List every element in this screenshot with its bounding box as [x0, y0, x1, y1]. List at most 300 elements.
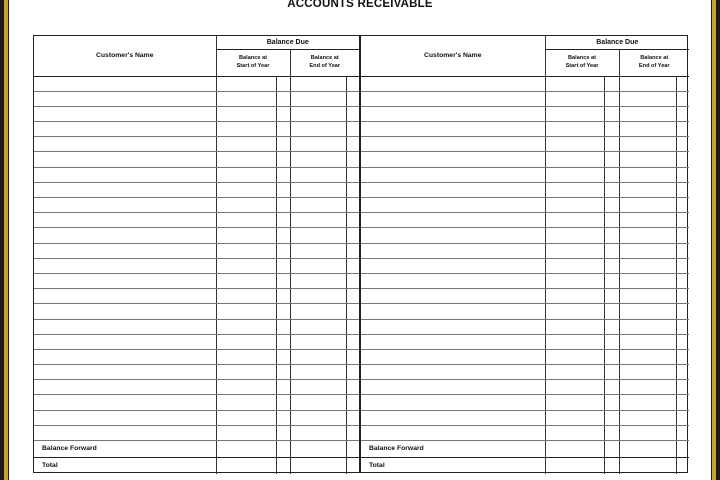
table-row: [34, 273, 359, 288]
balance-end-cell[interactable]: [290, 76, 346, 91]
balance-start-cell[interactable]: [545, 349, 604, 364]
balance-start-cents-cell[interactable]: [604, 395, 619, 410]
ledger-sheet: [9, 0, 711, 480]
balance-end-cents-cell[interactable]: [676, 395, 689, 410]
balance-end-cents-cell[interactable]: [346, 365, 359, 380]
balance-start-cents-cell[interactable]: [276, 289, 290, 304]
balance-end-cell[interactable]: [290, 425, 346, 440]
balance-start-cell[interactable]: [216, 137, 276, 152]
balance-end-cell[interactable]: [290, 167, 346, 182]
balance-end-cents-cell[interactable]: [676, 213, 689, 228]
total-start-cell[interactable]: [545, 457, 604, 474]
balance-end-cents-cell[interactable]: [676, 349, 689, 364]
customer-name-cell[interactable]: [361, 122, 545, 137]
customer-name-cell[interactable]: [34, 349, 216, 364]
customer-name-cell[interactable]: [361, 76, 545, 91]
header-balance-start-of-year: Balance at Start of Year: [545, 49, 619, 76]
balance-end-cents-cell[interactable]: [676, 182, 689, 197]
balance-start-cell[interactable]: [216, 228, 276, 243]
balance-end-cents-cell[interactable]: [346, 395, 359, 410]
balance-start-cents-cell[interactable]: [276, 152, 290, 167]
balance-end-cents-cell[interactable]: [346, 243, 359, 258]
table-row: [361, 76, 689, 91]
balance-end-cell[interactable]: [290, 243, 346, 258]
balance-end-cell[interactable]: [619, 137, 676, 152]
table-row: [34, 243, 359, 258]
balance-end-cell[interactable]: [290, 304, 346, 319]
balance-end-cents-cell[interactable]: [346, 319, 359, 334]
frame-border-right: [712, 0, 716, 480]
balance-forward-label: Balance Forward: [361, 441, 545, 458]
balance-end-cents-cell[interactable]: [676, 122, 689, 137]
balance-start-cents-cell[interactable]: [276, 198, 290, 213]
customer-name-cell[interactable]: [361, 137, 545, 152]
balance-start-cents-cell[interactable]: [604, 365, 619, 380]
balance-end-cell[interactable]: [619, 152, 676, 167]
balance-start-cell[interactable]: [216, 410, 276, 425]
balance-start-cents-cell[interactable]: [604, 304, 619, 319]
table-row: [361, 182, 689, 197]
balance-start-cents-cell[interactable]: [604, 122, 619, 137]
balance-start-cents-cell[interactable]: [604, 289, 619, 304]
balance-end-cents-cell[interactable]: [676, 198, 689, 213]
table-row: [361, 395, 689, 410]
balance-end-cents-cell[interactable]: [346, 76, 359, 91]
balance-start-cents-cell[interactable]: [276, 380, 290, 395]
table-row: [34, 425, 359, 440]
total-end-cell[interactable]: [619, 457, 676, 474]
table-row: [34, 137, 359, 152]
balance-start-cents-cell[interactable]: [276, 137, 290, 152]
customer-name-cell[interactable]: [361, 349, 545, 364]
balance-start-cell[interactable]: [216, 91, 276, 106]
balance-end-cents-cell[interactable]: [346, 349, 359, 364]
customer-name-cell[interactable]: [361, 258, 545, 273]
balance-start-cell[interactable]: [216, 76, 276, 91]
balance-start-cents-cell[interactable]: [604, 137, 619, 152]
balance-end-cell[interactable]: [290, 258, 346, 273]
balance-start-cell[interactable]: [545, 91, 604, 106]
balance-end-cell[interactable]: [619, 198, 676, 213]
balance-start-cell[interactable]: [545, 380, 604, 395]
balance-end-cell[interactable]: [619, 365, 676, 380]
total-row: [361, 457, 689, 474]
balance-end-cell[interactable]: [290, 152, 346, 167]
balance-start-cents-cell[interactable]: [276, 167, 290, 182]
balance-end-cents-cell[interactable]: [676, 243, 689, 258]
table-row: [361, 258, 689, 273]
customer-name-cell[interactable]: [34, 273, 216, 288]
table-row: [34, 91, 359, 106]
balance-end-cents-cell[interactable]: [346, 213, 359, 228]
table-row: [361, 425, 689, 440]
balance-start-cell[interactable]: [216, 273, 276, 288]
customer-name-cell[interactable]: [361, 228, 545, 243]
balance-start-cell[interactable]: [545, 289, 604, 304]
balance-end-cell[interactable]: [290, 198, 346, 213]
balance-forward-end-cents-cell[interactable]: [346, 441, 359, 458]
balance-start-cents-cell[interactable]: [276, 91, 290, 106]
customer-name-cell[interactable]: [361, 213, 545, 228]
balance-start-cents-cell[interactable]: [604, 228, 619, 243]
balance-start-cents-cell[interactable]: [276, 228, 290, 243]
balance-start-cents-cell[interactable]: [604, 182, 619, 197]
customer-name-cell[interactable]: [34, 106, 216, 121]
balance-end-cell[interactable]: [290, 380, 346, 395]
balance-end-cents-cell[interactable]: [676, 334, 689, 349]
balance-end-cents-cell[interactable]: [676, 425, 689, 440]
balance-end-cents-cell[interactable]: [346, 137, 359, 152]
header-balance-end-of-year: Balance at End of Year: [290, 49, 359, 76]
total-end-cents-cell[interactable]: [346, 457, 359, 474]
customer-name-cell[interactable]: [34, 425, 216, 440]
balance-end-cell[interactable]: [290, 365, 346, 380]
balance-start-cell[interactable]: [545, 228, 604, 243]
balance-end-cell[interactable]: [619, 228, 676, 243]
customer-name-cell[interactable]: [34, 228, 216, 243]
balance-end-cents-cell[interactable]: [346, 289, 359, 304]
balance-forward-start-cents-cell[interactable]: [604, 441, 619, 458]
balance-forward-start-cell[interactable]: [216, 441, 276, 458]
balance-start-cell[interactable]: [216, 106, 276, 121]
balance-end-cell[interactable]: [619, 106, 676, 121]
balance-start-cents-cell[interactable]: [276, 334, 290, 349]
balance-start-cents-cell[interactable]: [604, 152, 619, 167]
balance-start-cents-cell[interactable]: [276, 365, 290, 380]
balance-end-cell[interactable]: [619, 349, 676, 364]
table-row: [361, 410, 689, 425]
balance-start-cents-cell[interactable]: [276, 273, 290, 288]
table-row: [34, 334, 359, 349]
balance-start-cell[interactable]: [545, 213, 604, 228]
header-balance-due: Balance Due: [216, 36, 359, 49]
balance-start-cents-cell[interactable]: [604, 349, 619, 364]
table-row: [34, 304, 359, 319]
customer-name-cell[interactable]: [34, 243, 216, 258]
balance-start-cents-cell[interactable]: [604, 319, 619, 334]
customer-name-cell[interactable]: [361, 380, 545, 395]
balance-start-cents-cell[interactable]: [276, 304, 290, 319]
customer-name-cell[interactable]: [361, 395, 545, 410]
customer-name-cell[interactable]: [34, 213, 216, 228]
balance-end-cents-cell[interactable]: [346, 228, 359, 243]
balance-start-cents-cell[interactable]: [604, 243, 619, 258]
balance-end-cents-cell[interactable]: [676, 106, 689, 121]
balance-start-cell[interactable]: [545, 258, 604, 273]
page-title: ACCOUNTS RECEIVABLE: [287, 0, 433, 10]
balance-forward-end-cell[interactable]: [290, 441, 346, 458]
balance-start-cents-cell[interactable]: [276, 319, 290, 334]
balance-start-cents-cell[interactable]: [276, 106, 290, 121]
customer-name-cell[interactable]: [361, 243, 545, 258]
balance-forward-start-cell[interactable]: [545, 441, 604, 458]
customer-name-cell[interactable]: [34, 137, 216, 152]
balance-end-cents-cell[interactable]: [676, 304, 689, 319]
balance-start-cents-cell[interactable]: [276, 425, 290, 440]
balance-end-cell[interactable]: [290, 334, 346, 349]
balance-start-cell[interactable]: [216, 380, 276, 395]
table-row: [361, 304, 689, 319]
balance-start-cell[interactable]: [216, 319, 276, 334]
ledger-table: [33, 35, 688, 473]
balance-start-cell[interactable]: [545, 319, 604, 334]
balance-forward-end-cell[interactable]: [619, 441, 676, 458]
frame-border-left: [4, 0, 8, 480]
customer-name-cell[interactable]: [361, 365, 545, 380]
balance-start-cents-cell[interactable]: [276, 410, 290, 425]
customer-name-cell[interactable]: [34, 182, 216, 197]
customer-name-cell[interactable]: [34, 395, 216, 410]
customer-name-cell[interactable]: [361, 152, 545, 167]
balance-end-cell[interactable]: [290, 106, 346, 121]
customer-name-cell[interactable]: [361, 106, 545, 121]
balance-end-cents-cell[interactable]: [346, 380, 359, 395]
balance-start-cell[interactable]: [545, 395, 604, 410]
table-row: [34, 213, 359, 228]
balance-end-cents-cell[interactable]: [676, 258, 689, 273]
balance-start-cell[interactable]: [545, 152, 604, 167]
balance-end-cents-cell[interactable]: [346, 91, 359, 106]
balance-forward-end-cents-cell[interactable]: [676, 441, 689, 458]
balance-end-cents-cell[interactable]: [346, 425, 359, 440]
balance-start-cell[interactable]: [216, 395, 276, 410]
customer-name-cell[interactable]: [34, 334, 216, 349]
table-row: [361, 334, 689, 349]
balance-start-cents-cell[interactable]: [604, 258, 619, 273]
customer-name-cell[interactable]: [34, 122, 216, 137]
balance-end-cell[interactable]: [290, 228, 346, 243]
balance-end-cell[interactable]: [619, 319, 676, 334]
balance-start-cell[interactable]: [545, 365, 604, 380]
balance-end-cents-cell[interactable]: [346, 122, 359, 137]
balance-start-cents-cell[interactable]: [604, 334, 619, 349]
customer-name-cell[interactable]: [361, 198, 545, 213]
balance-start-cents-cell[interactable]: [276, 76, 290, 91]
customer-name-cell[interactable]: [34, 152, 216, 167]
customer-name-cell[interactable]: [34, 258, 216, 273]
customer-name-cell[interactable]: [361, 304, 545, 319]
customer-name-cell[interactable]: [34, 289, 216, 304]
total-end-cents-cell[interactable]: [676, 457, 689, 474]
customer-name-cell[interactable]: [34, 198, 216, 213]
balance-end-cell[interactable]: [619, 76, 676, 91]
balance-end-cents-cell[interactable]: [676, 152, 689, 167]
balance-end-cents-cell[interactable]: [676, 228, 689, 243]
balance-start-cell[interactable]: [216, 152, 276, 167]
balance-end-cents-cell[interactable]: [676, 289, 689, 304]
balance-start-cents-cell[interactable]: [276, 258, 290, 273]
balance-end-cell[interactable]: [619, 425, 676, 440]
total-start-cents-cell[interactable]: [604, 457, 619, 474]
balance-start-cents-cell[interactable]: [604, 410, 619, 425]
table-row: [361, 91, 689, 106]
balance-end-cents-cell[interactable]: [676, 137, 689, 152]
customer-name-cell[interactable]: [361, 167, 545, 182]
table-row: [361, 106, 689, 121]
balance-start-cents-cell[interactable]: [604, 425, 619, 440]
balance-start-cell[interactable]: [545, 137, 604, 152]
balance-start-cell[interactable]: [545, 182, 604, 197]
balance-start-cell[interactable]: [216, 425, 276, 440]
balance-start-cents-cell[interactable]: [604, 380, 619, 395]
balance-end-cell[interactable]: [290, 182, 346, 197]
balance-end-cell[interactable]: [290, 410, 346, 425]
balance-start-cell[interactable]: [545, 122, 604, 137]
balance-end-cell[interactable]: [290, 213, 346, 228]
balance-end-cell[interactable]: [290, 319, 346, 334]
header-customer-name: Customer's Name: [34, 36, 216, 76]
balance-start-cents-cell[interactable]: [604, 106, 619, 121]
table-row: [361, 319, 689, 334]
balance-end-cell[interactable]: [619, 289, 676, 304]
header-balance-due: Balance Due: [545, 36, 689, 49]
balance-end-cell[interactable]: [619, 273, 676, 288]
balance-start-cents-cell[interactable]: [276, 395, 290, 410]
customer-name-cell[interactable]: [361, 319, 545, 334]
balance-end-cents-cell[interactable]: [676, 380, 689, 395]
balance-start-cents-cell[interactable]: [604, 198, 619, 213]
balance-end-cell[interactable]: [619, 304, 676, 319]
total-label: Total: [34, 457, 216, 474]
balance-end-cell[interactable]: [290, 137, 346, 152]
customer-name-cell[interactable]: [361, 289, 545, 304]
balance-start-cell[interactable]: [545, 198, 604, 213]
balance-start-cell[interactable]: [216, 243, 276, 258]
balance-start-cell[interactable]: [216, 365, 276, 380]
balance-start-cell[interactable]: [545, 167, 604, 182]
balance-end-cents-cell[interactable]: [346, 152, 359, 167]
balance-start-cents-cell[interactable]: [276, 213, 290, 228]
customer-name-cell[interactable]: [34, 410, 216, 425]
balance-end-cell[interactable]: [619, 410, 676, 425]
total-end-cell[interactable]: [290, 457, 346, 474]
balance-start-cents-cell[interactable]: [276, 243, 290, 258]
balance-end-cell[interactable]: [619, 182, 676, 197]
customer-name-cell[interactable]: [34, 319, 216, 334]
ledger-grid: [361, 36, 689, 474]
balance-start-cents-cell[interactable]: [604, 167, 619, 182]
table-row: [361, 122, 689, 137]
balance-end-cell[interactable]: [619, 167, 676, 182]
balance-start-cell[interactable]: [216, 334, 276, 349]
balance-end-cell[interactable]: [290, 289, 346, 304]
total-start-cell[interactable]: [216, 457, 276, 474]
balance-end-cell[interactable]: [619, 213, 676, 228]
balance-start-cell[interactable]: [216, 198, 276, 213]
balance-start-cell[interactable]: [216, 213, 276, 228]
balance-start-cents-cell[interactable]: [276, 182, 290, 197]
balance-end-cents-cell[interactable]: [676, 167, 689, 182]
balance-end-cell[interactable]: [290, 122, 346, 137]
balance-start-cell[interactable]: [545, 425, 604, 440]
balance-end-cell[interactable]: [619, 91, 676, 106]
balance-end-cents-cell[interactable]: [346, 273, 359, 288]
balance-start-cell[interactable]: [545, 410, 604, 425]
balance-end-cents-cell[interactable]: [346, 258, 359, 273]
balance-end-cell[interactable]: [290, 91, 346, 106]
balance-end-cell[interactable]: [619, 380, 676, 395]
balance-end-cell[interactable]: [619, 395, 676, 410]
balance-start-cents-cell[interactable]: [604, 213, 619, 228]
total-start-cents-cell[interactable]: [276, 457, 290, 474]
balance-start-cell[interactable]: [545, 334, 604, 349]
balance-start-cents-cell[interactable]: [276, 122, 290, 137]
table-row: [361, 167, 689, 182]
balance-end-cents-cell[interactable]: [676, 410, 689, 425]
table-row: [361, 228, 689, 243]
balance-end-cents-cell[interactable]: [676, 76, 689, 91]
balance-start-cents-cell[interactable]: [276, 349, 290, 364]
customer-name-cell[interactable]: [34, 380, 216, 395]
customer-name-cell[interactable]: [361, 273, 545, 288]
balance-start-cell[interactable]: [216, 304, 276, 319]
customer-name-cell[interactable]: [361, 410, 545, 425]
customer-name-cell[interactable]: [361, 425, 545, 440]
balance-end-cents-cell[interactable]: [676, 273, 689, 288]
customer-name-cell[interactable]: [34, 365, 216, 380]
table-row: [361, 243, 689, 258]
balance-end-cents-cell[interactable]: [676, 365, 689, 380]
balance-start-cell[interactable]: [216, 182, 276, 197]
balance-end-cell[interactable]: [619, 122, 676, 137]
table-row: [361, 365, 689, 380]
balance-end-cents-cell[interactable]: [676, 91, 689, 106]
balance-start-cell[interactable]: [545, 76, 604, 91]
table-row: [34, 76, 359, 91]
customer-name-cell[interactable]: [34, 76, 216, 91]
table-row: [361, 289, 689, 304]
balance-end-cell[interactable]: [619, 334, 676, 349]
customer-name-cell[interactable]: [34, 167, 216, 182]
balance-start-cents-cell[interactable]: [604, 273, 619, 288]
customer-name-cell[interactable]: [34, 304, 216, 319]
balance-start-cell[interactable]: [216, 349, 276, 364]
total-row: [34, 457, 359, 474]
balance-end-cell[interactable]: [290, 349, 346, 364]
balance-start-cents-cell[interactable]: [604, 76, 619, 91]
table-row: [34, 365, 359, 380]
balance-end-cents-cell[interactable]: [346, 106, 359, 121]
balance-start-cell[interactable]: [216, 122, 276, 137]
balance-end-cents-cell[interactable]: [346, 198, 359, 213]
balance-end-cents-cell[interactable]: [346, 334, 359, 349]
balance-end-cents-cell[interactable]: [346, 410, 359, 425]
customer-name-cell[interactable]: [34, 91, 216, 106]
balance-end-cents-cell[interactable]: [676, 319, 689, 334]
balance-start-cell[interactable]: [545, 106, 604, 121]
balance-end-cell[interactable]: [619, 243, 676, 258]
balance-end-cell[interactable]: [619, 258, 676, 273]
balance-end-cell[interactable]: [290, 395, 346, 410]
balance-forward-start-cents-cell[interactable]: [276, 441, 290, 458]
customer-name-cell[interactable]: [361, 334, 545, 349]
customer-name-cell[interactable]: [361, 182, 545, 197]
balance-end-cents-cell[interactable]: [346, 167, 359, 182]
ledger-grid: [34, 36, 359, 474]
customer-name-cell[interactable]: [361, 91, 545, 106]
balance-end-cell[interactable]: [290, 273, 346, 288]
balance-start-cell[interactable]: [545, 243, 604, 258]
balance-start-cell[interactable]: [545, 273, 604, 288]
table-row: [34, 289, 359, 304]
balance-start-cell[interactable]: [216, 289, 276, 304]
balance-start-cell[interactable]: [216, 167, 276, 182]
balance-start-cents-cell[interactable]: [604, 91, 619, 106]
balance-start-cell[interactable]: [545, 304, 604, 319]
balance-start-cell[interactable]: [216, 258, 276, 273]
balance-end-cents-cell[interactable]: [346, 182, 359, 197]
balance-end-cents-cell[interactable]: [346, 304, 359, 319]
